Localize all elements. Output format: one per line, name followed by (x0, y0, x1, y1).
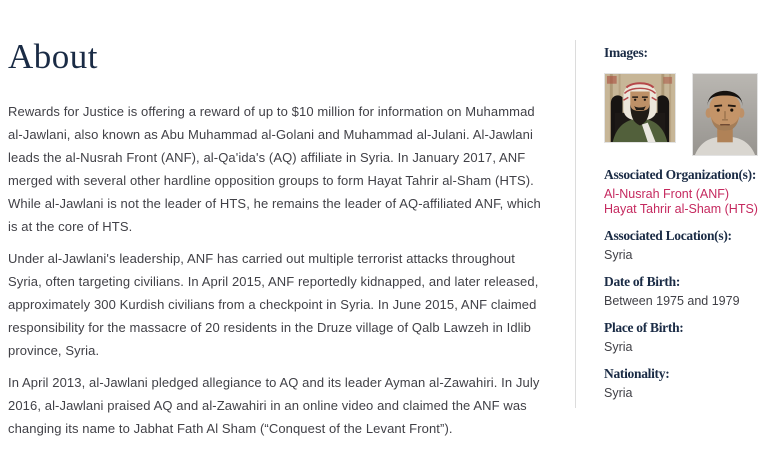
about-paragraph-2: Under al-Jawlani's leadership, ANF has carried out multiple terrorist attacks throughout Syria, often targeting civilians. In April 2015, ANF reportedly kidnapped, and later released, approximately 300 Kurdish civilians from a checkpoint in Syria. In June 2015, ANF claimed responsibility for the massacre of 20 residents in the Druze village of Qalb Lawzeh in Idlib province, Syria. (8, 251, 539, 358)
date-of-birth-section (604, 273, 760, 309)
details-sidebar (604, 44, 760, 411)
date-of-birth-value: Between 1975 and 1979 (604, 294, 740, 308)
nationality-label: Nationality: (604, 366, 670, 381)
place-of-birth-value: Syria (604, 340, 633, 354)
associated-locations-label: Associated Location(s): (604, 228, 732, 243)
about-paragraph-3: In April 2013, al-Jawlani pledged allegiance to AQ and its leader Ayman al-Zawahiri. In July 2016, al-Jawlani praised AQ and al-Zawahiri in an online video and claimed the ANF was changing its name to Jabhat Fath Al Sham (“Conquest of the Levant Front”). (8, 375, 540, 436)
about-section (8, 36, 548, 449)
associated-organizations-section (604, 166, 760, 217)
place-of-birth-section (604, 319, 760, 355)
place-of-birth-label: Place of Birth: (604, 320, 684, 335)
associated-locations-section (604, 227, 760, 263)
portrait-photo-headshot-image (693, 74, 757, 155)
associated-locations-value: Syria (604, 248, 633, 262)
about-paragraph-1: Rewards for Justice is offering a reward of up to $10 million for information on Muhammad al-Jawlani, also known as Abu Muhammad al-Golani and Muhammad al-Julani. Al-Jawlani leads the al-Nusrah Front (ANF), al-Qa'ida's (AQ) affiliate in Syria. In January 2017, ANF merged with several other hardline opposition groups to form Hayat Tahrir al-Sham (HTS). While al-Jawlani is not the leader of HTS, he remains the leader of AQ-affiliated ANF, which is at the core of HTS. (8, 104, 541, 234)
associated-organizations-label: Associated Organization(s): (604, 167, 757, 182)
org-link-al-nusrah-front[interactable]: Al-Nusrah Front (ANF) (604, 187, 730, 201)
nationality-section (604, 365, 760, 401)
date-of-birth-label: Date of Birth: (604, 274, 681, 289)
org-link-hayat-tahrir-al-sham[interactable]: Hayat Tahrir al-Sham (HTS) (604, 202, 758, 216)
images-label: Images: (604, 45, 648, 60)
nationality-value: Syria (604, 386, 633, 400)
portrait-photo-headshot[interactable] (692, 73, 758, 156)
page-title: About (8, 37, 98, 76)
portrait-photo-keffiyeh-image (605, 74, 675, 142)
portrait-photo-keffiyeh[interactable] (604, 73, 676, 143)
content-divider (575, 40, 576, 408)
images-row (604, 73, 760, 156)
